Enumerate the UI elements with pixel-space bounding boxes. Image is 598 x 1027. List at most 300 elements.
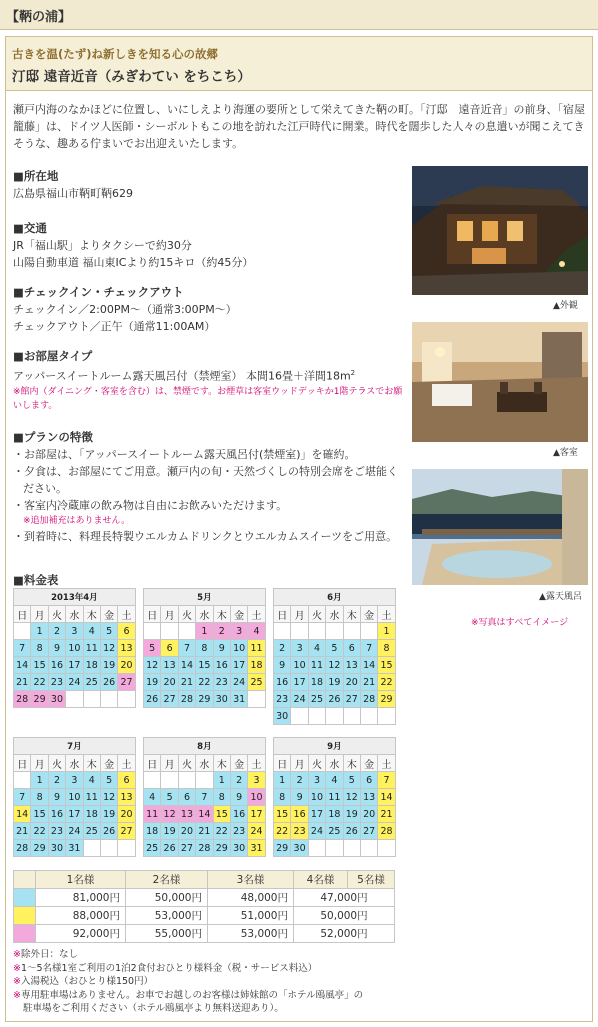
price-cell: 51,000円 [208, 907, 294, 925]
calendar-day: 30 [48, 691, 65, 708]
calendar-day: 15 [31, 806, 48, 823]
calendar-day: 4 [248, 623, 265, 640]
calendar-day: 9 [213, 640, 230, 657]
calendar-day: 27 [118, 823, 135, 840]
calendar-empty-cell [378, 840, 395, 857]
calendar-day: 20 [343, 674, 360, 691]
price-row [14, 889, 395, 907]
calendar-day: 2 [291, 772, 308, 789]
calendar-day: 1 [213, 772, 230, 789]
calendar-day: 25 [326, 823, 343, 840]
calendar-day: 15 [378, 657, 395, 674]
calendar-weekday: 金 [360, 606, 377, 623]
price-cell: 92,000円 [36, 925, 126, 943]
calendar-weekday: 月 [161, 755, 178, 772]
calendar-day: 11 [144, 806, 161, 823]
calendar-day: 13 [343, 657, 360, 674]
calendar-empty-cell [378, 708, 395, 725]
calendar-weekday: 木 [343, 755, 360, 772]
calendar-day: 9 [48, 640, 65, 657]
calendar-day: 30 [48, 840, 65, 857]
room-heading: ■お部屋タイプ [13, 349, 93, 363]
calendar-weekday: 金 [230, 606, 247, 623]
calendar-day: 13 [178, 806, 195, 823]
calendar-day: 13 [360, 789, 377, 806]
calendar-day: 9 [291, 789, 308, 806]
calendar-day: 22 [196, 674, 213, 691]
checkin-section [13, 284, 237, 335]
calendar-day: 29 [213, 840, 230, 857]
location-section [13, 168, 133, 202]
calendar-empty-cell [144, 623, 161, 640]
calendar-empty-cell [100, 691, 117, 708]
calendar-weekday: 土 [378, 606, 395, 623]
calendar-day: 26 [100, 674, 117, 691]
calendar-day: 9 [274, 657, 291, 674]
price-header-4: 4名様 [294, 871, 348, 889]
calendar-day: 28 [14, 691, 31, 708]
access-section [13, 220, 253, 271]
calendar-day: 30 [291, 840, 308, 857]
calendar-day: 12 [326, 657, 343, 674]
calendar-day: 24 [308, 823, 325, 840]
room-area-sup: 2 [350, 369, 356, 377]
price-swatch-pink [14, 925, 36, 943]
calendar-empty-cell [14, 623, 31, 640]
calendar-day: 14 [14, 657, 31, 674]
footnote: ※専用駐車場はありません。お車でお越しのお客様は姉妹館の「ホテル鴎風亭」の [13, 989, 364, 1001]
calendar-empty-cell [66, 691, 83, 708]
calendar-day: 5 [100, 623, 117, 640]
calendar-day: 16 [48, 806, 65, 823]
price-cell: 50,000円 [126, 889, 208, 907]
price-swatch-yellow [14, 907, 36, 925]
calendar-day: 16 [48, 657, 65, 674]
price-table-header [14, 871, 395, 889]
calendar-day: 27 [161, 691, 178, 708]
calendar-day: 21 [196, 823, 213, 840]
calendar-day: 28 [360, 691, 377, 708]
calendar-empty-cell [343, 623, 360, 640]
calendar-weekday: 木 [83, 606, 100, 623]
calendar-day: 24 [66, 674, 83, 691]
calendar-day: 10 [308, 789, 325, 806]
calendar-day: 13 [161, 657, 178, 674]
calendar-weekday: 火 [178, 755, 195, 772]
calendar-day: 22 [31, 823, 48, 840]
calendar-day: 9 [230, 789, 247, 806]
calendar-weekday: 火 [308, 606, 325, 623]
calendar-day: 15 [213, 806, 230, 823]
calendar-day: 19 [326, 674, 343, 691]
calendar-day: 30 [274, 708, 291, 725]
calendar-day: 25 [83, 823, 100, 840]
calendar-day: 22 [213, 823, 230, 840]
features-section [13, 429, 403, 545]
calendar-day: 31 [248, 840, 265, 857]
calendar-day: 17 [248, 806, 265, 823]
calendar-day: 18 [144, 823, 161, 840]
room-photo [412, 322, 588, 442]
calendar-day: 3 [248, 772, 265, 789]
calendar-day: 13 [118, 789, 135, 806]
calendar-day: 10 [66, 789, 83, 806]
calendar-day: 19 [100, 657, 117, 674]
calendar-weekday: 日 [14, 755, 31, 772]
calendar-day: 7 [378, 772, 395, 789]
calendar-day: 18 [326, 806, 343, 823]
calendar-weekday: 月 [161, 606, 178, 623]
calendar-weekday: 月 [291, 606, 308, 623]
calendar-day: 27 [178, 840, 195, 857]
calendar-weekday: 月 [31, 606, 48, 623]
guest-room-interior-photo-icon [412, 322, 588, 442]
calendar-day: 22 [31, 674, 48, 691]
room-type: アッパースイートルーム露天風呂付（禁煙室） 本間16畳＋洋間18m [13, 369, 351, 383]
calendar-day: 6 [118, 623, 135, 640]
calendar-day: 6 [118, 772, 135, 789]
calendar-empty-cell [308, 840, 325, 857]
calendar-month-label: 7月 [14, 738, 136, 755]
calendar-day: 11 [83, 789, 100, 806]
calendar-day: 28 [378, 823, 395, 840]
footnote: 駐車場をご利用ください（ホテル鴎風亭より無料送迎あり）。 [23, 1003, 284, 1014]
calendar-day: 3 [66, 623, 83, 640]
calendar-day: 6 [161, 640, 178, 657]
calendar-day: 14 [14, 806, 31, 823]
building-exterior-night-photo-icon [412, 166, 588, 295]
calendar-empty-cell [118, 840, 135, 857]
calendar-day: 3 [291, 640, 308, 657]
calendar-empty-cell [118, 691, 135, 708]
calendar-empty-cell [14, 772, 31, 789]
room-section [13, 348, 405, 413]
calendar-month-label: 5月 [144, 589, 266, 606]
calendar-empty-cell [360, 708, 377, 725]
calendar-day: 2 [213, 623, 230, 640]
access-heading: ■交通 [13, 221, 47, 235]
calendar-day: 9 [48, 789, 65, 806]
calendar-day: 3 [230, 623, 247, 640]
calendar-day: 21 [14, 823, 31, 840]
calendar-day: 19 [343, 806, 360, 823]
calendar-day: 20 [118, 657, 135, 674]
calendar-day: 17 [291, 674, 308, 691]
calendar-weekday: 金 [100, 755, 117, 772]
calendar-weekday: 火 [48, 755, 65, 772]
calendar-empty-cell [360, 840, 377, 857]
calendar-weekday: 木 [213, 606, 230, 623]
calendar-day: 11 [308, 657, 325, 674]
price-header-2: 2名様 [126, 871, 208, 889]
hotel-header [6, 37, 592, 91]
calendar-day: 26 [326, 691, 343, 708]
calendar-day: 10 [230, 640, 247, 657]
exterior-photo [412, 166, 588, 295]
calendar-day: 21 [178, 674, 195, 691]
calendar-day: 5 [343, 772, 360, 789]
calendar-weekday: 水 [196, 755, 213, 772]
calendar-day: 18 [83, 657, 100, 674]
open-air-bath-photo-icon [412, 469, 588, 585]
location-line: 広島県福山市鞆町鞆629 [13, 187, 133, 200]
calendar-day: 12 [100, 640, 117, 657]
calendar-day: 7 [360, 640, 377, 657]
calendar-day: 16 [230, 806, 247, 823]
calendar-weekday: 金 [230, 755, 247, 772]
calendar-day: 10 [291, 657, 308, 674]
price-header-3: 3名様 [208, 871, 294, 889]
calendar-day: 17 [230, 657, 247, 674]
calendar-day: 18 [83, 806, 100, 823]
hotel-name: 汀邸 遠音近音（みぎわてい をちこち） [12, 69, 251, 85]
calendar-day: 24 [230, 674, 247, 691]
price-table [13, 870, 395, 943]
calendar-day: 20 [118, 806, 135, 823]
calendar-empty-cell [161, 623, 178, 640]
calendar-empty-cell [308, 708, 325, 725]
calendar-day: 24 [248, 823, 265, 840]
calendar-day: 16 [274, 674, 291, 691]
calendar-day: 4 [144, 789, 161, 806]
calendar-day: 31 [230, 691, 247, 708]
calendar-day: 22 [274, 823, 291, 840]
room-caption: ▲客室 [553, 448, 578, 458]
calendar-day: 5 [100, 772, 117, 789]
calendar-day: 2 [230, 772, 247, 789]
feature-item-3: ・客室内冷蔵庫の飲み物は自由にお飲みいただけます。 [13, 499, 288, 512]
calendar-day: 25 [248, 674, 265, 691]
calendar-day: 29 [274, 840, 291, 857]
feature-item-1: ・お部屋は、「アッパースイートルーム露天風呂付(禁煙室)」を確約。 [13, 448, 356, 461]
calendar-empty-cell [178, 772, 195, 789]
calendar-day: 22 [378, 674, 395, 691]
rates-heading: ■料金表 [13, 573, 59, 587]
calendar-day: 24 [66, 823, 83, 840]
calendar-day: 1 [378, 623, 395, 640]
calendar-day: 5 [326, 640, 343, 657]
calendar-day: 3 [308, 772, 325, 789]
calendar-empty-cell [308, 623, 325, 640]
calendar-day: 15 [274, 806, 291, 823]
calendar-day: 23 [274, 691, 291, 708]
calendar-day: 27 [118, 674, 135, 691]
features-heading: ■プランの特徴 [13, 430, 93, 444]
page-title: 【鞆の浦】 [6, 10, 72, 25]
calendar-day: 2 [48, 772, 65, 789]
calendar-weekday: 土 [118, 755, 135, 772]
footnotes [13, 948, 363, 1016]
page-title-bar [0, 0, 598, 30]
calendar-weekday: 金 [360, 755, 377, 772]
footnote: ※入湯税込（おひとり様150円） [13, 976, 154, 987]
calendar-day: 11 [83, 640, 100, 657]
calendar-weekday: 水 [66, 606, 83, 623]
calendar-day: 7 [196, 789, 213, 806]
exterior-caption: ▲外観 [553, 301, 578, 311]
calendar-day: 8 [274, 789, 291, 806]
calendar-weekday: 木 [343, 606, 360, 623]
calendar-day: 25 [83, 674, 100, 691]
calendar-day: 8 [196, 640, 213, 657]
feature-item-note: ※追加補充はありません。 [23, 516, 131, 526]
calendar-day: 23 [213, 674, 230, 691]
calendar-empty-cell [326, 840, 343, 857]
location-heading: ■所在地 [13, 169, 59, 183]
calendar-day: 27 [343, 691, 360, 708]
calendar-empty-cell [291, 708, 308, 725]
calendar-empty-cell [83, 840, 100, 857]
calendar-empty-cell [343, 708, 360, 725]
calendar-weekday: 水 [326, 755, 343, 772]
calendar-day: 11 [326, 789, 343, 806]
price-row [14, 925, 395, 943]
calendar-month [13, 588, 136, 708]
calendar-empty-cell [360, 623, 377, 640]
calendar-month-label: 6月 [274, 589, 396, 606]
calendar-month [143, 588, 266, 708]
checkin-heading: ■チェックイン・チェックアウト [13, 285, 184, 299]
calendar-weekday: 月 [291, 755, 308, 772]
price-row [14, 907, 395, 925]
price-header-swatch [14, 871, 36, 889]
calendar-day: 25 [308, 691, 325, 708]
calendar-weekday: 日 [274, 755, 291, 772]
calendar-day: 19 [100, 806, 117, 823]
calendar-day: 21 [360, 674, 377, 691]
calendar-empty-cell [274, 623, 291, 640]
calendar-empty-cell [248, 691, 265, 708]
calendar-weekday: 火 [48, 606, 65, 623]
calendar-day: 26 [161, 840, 178, 857]
calendar-day: 17 [66, 806, 83, 823]
calendar-weekday: 水 [66, 755, 83, 772]
calendar-day: 11 [248, 640, 265, 657]
calendar-month-label: 2013年4月 [14, 589, 136, 606]
calendar-day: 4 [83, 772, 100, 789]
calendar-day: 27 [360, 823, 377, 840]
calendar-day: 8 [378, 640, 395, 657]
calendar-day: 30 [230, 840, 247, 857]
calendar-empty-cell [343, 840, 360, 857]
calendar-weekday: 金 [100, 606, 117, 623]
calendar-month-label: 8月 [144, 738, 266, 755]
calendar-weekday: 土 [248, 755, 265, 772]
content-frame [5, 36, 593, 1022]
footnote: ※除外日：なし [13, 949, 78, 960]
calendar-day: 2 [48, 623, 65, 640]
price-header-5: 5名様 [348, 871, 395, 889]
calendar-day: 4 [83, 623, 100, 640]
calendar-day: 17 [66, 657, 83, 674]
calendar-day: 8 [31, 640, 48, 657]
feature-item-2: ・夕食は、お部屋にてご用意。瀬戸内の旬・天然づくしの特別会席をご堪能ください。 [13, 465, 398, 495]
calendar-day: 19 [161, 823, 178, 840]
calendar-day: 29 [196, 691, 213, 708]
calendar-day: 24 [291, 691, 308, 708]
price-cell: 47,000円 [294, 889, 395, 907]
calendar-empty-cell [178, 623, 195, 640]
calendar-day: 12 [144, 657, 161, 674]
calendar-day: 5 [144, 640, 161, 657]
calendar-day: 12 [161, 806, 178, 823]
calendar-empty-cell [326, 708, 343, 725]
price-cell: 88,000円 [36, 907, 126, 925]
calendar-day: 6 [360, 772, 377, 789]
calendar-day: 12 [343, 789, 360, 806]
footnote: ※1～5名様1室ご利用の1泊2食付おひとり様料金（税・サービス料込） [13, 962, 318, 974]
photo-note: ※写真はすべてイメージ [471, 618, 569, 628]
price-header-1: 1名様 [36, 871, 126, 889]
calendar-day: 23 [48, 823, 65, 840]
calendar-empty-cell [100, 840, 117, 857]
calendar-day: 26 [100, 823, 117, 840]
calendar-day: 19 [144, 674, 161, 691]
calendar-month [143, 737, 266, 857]
calendar-day: 23 [48, 674, 65, 691]
calendar-day: 5 [161, 789, 178, 806]
calendar-weekday: 水 [326, 606, 343, 623]
calendar-day: 12 [100, 789, 117, 806]
price-cell: 55,000円 [126, 925, 208, 943]
price-cell: 52,000円 [294, 925, 395, 943]
calendar-day: 4 [326, 772, 343, 789]
calendar-day: 14 [360, 657, 377, 674]
price-cell: 53,000円 [126, 907, 208, 925]
calendar-day: 28 [14, 840, 31, 857]
calendar-day: 23 [291, 823, 308, 840]
calendar-day: 8 [31, 789, 48, 806]
calendar-empty-cell [291, 623, 308, 640]
calendar-day: 10 [248, 789, 265, 806]
bath-caption: ▲露天風呂 [539, 592, 582, 602]
calendar-day: 16 [213, 657, 230, 674]
calendar-empty-cell [83, 691, 100, 708]
calendar-month [273, 588, 396, 725]
calendar-day: 20 [360, 806, 377, 823]
calendar-day: 3 [66, 772, 83, 789]
calendar-day: 31 [66, 840, 83, 857]
calendar-month [13, 737, 136, 857]
calendar-day: 2 [274, 640, 291, 657]
calendar-day: 15 [31, 657, 48, 674]
calendar-day: 18 [308, 674, 325, 691]
calendar-day: 26 [343, 823, 360, 840]
calendar-weekday: 土 [248, 606, 265, 623]
calendar-month-label: 9月 [274, 738, 396, 755]
calendar-weekday: 日 [144, 606, 161, 623]
access-line-2: 山陽自動車道 福山東ICより約15キロ（約45分） [13, 256, 254, 269]
calendar-day: 14 [178, 657, 195, 674]
calendar-day: 1 [31, 772, 48, 789]
price-cell: 81,000円 [36, 889, 126, 907]
calendar-day: 23 [230, 823, 247, 840]
calendar-weekday: 日 [14, 606, 31, 623]
calendar-day: 26 [144, 691, 161, 708]
calendar-weekday: 日 [274, 606, 291, 623]
calendar-day: 20 [178, 823, 195, 840]
calendar-day: 20 [161, 674, 178, 691]
feature-item-4: ・到着時に、料理長特製ウエルカムドリンクとウエルカムスイーツをご用意。 [13, 530, 398, 543]
price-cell: 53,000円 [208, 925, 294, 943]
calendar-day: 30 [213, 691, 230, 708]
calendar-day: 21 [378, 806, 395, 823]
bath-photo [412, 469, 588, 585]
calendar-weekday: 火 [178, 606, 195, 623]
calendar-day: 28 [196, 840, 213, 857]
price-cell: 48,000円 [208, 889, 294, 907]
calendar-weekday: 木 [83, 755, 100, 772]
